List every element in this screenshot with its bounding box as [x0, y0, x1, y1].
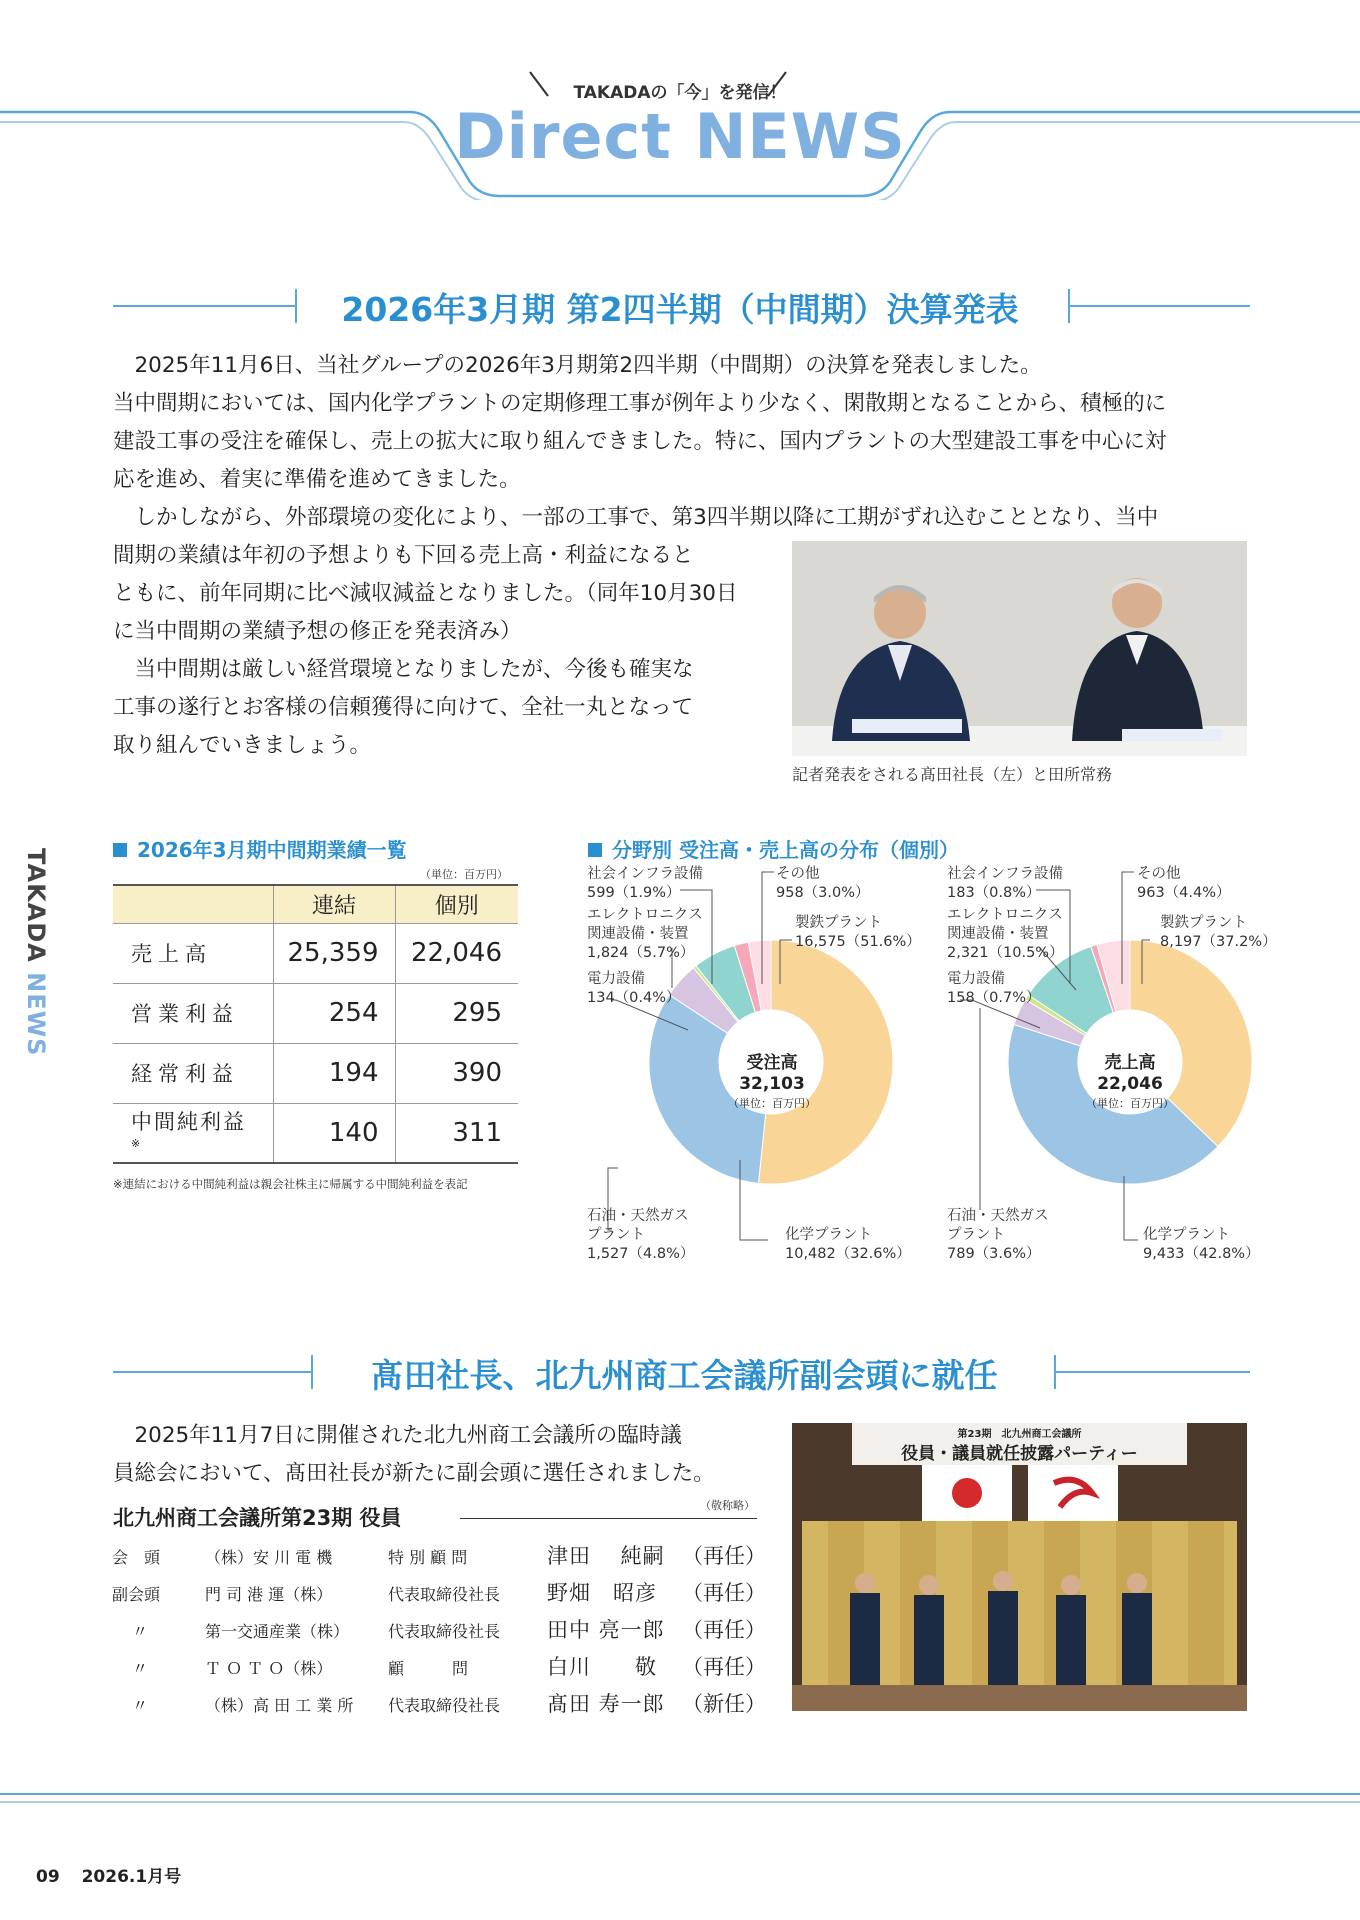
officer-name: 野畑 昭彦 [547, 1581, 657, 1605]
center-value: 22,046 [1097, 1074, 1163, 1094]
officer-company: （株）安 川 電 機 [205, 1548, 333, 1567]
body-line: に当中間期の業績予想の修正を発表済み） [113, 619, 522, 644]
officers-heading-rule [460, 1518, 757, 1519]
body-line: 建設工事の受注を確保し、売上の拡大に取り組んできました。特に、国内プラントの大型建設工事を中心に対 [113, 429, 1167, 454]
leader-line [1124, 1176, 1138, 1240]
chart2-label-infra [947, 865, 1063, 903]
masthead-kicker: TAKADAの「今」を発信！ [573, 83, 787, 103]
label-name: 製鉄プラント [795, 915, 882, 931]
officer-name: 田中 亮一郎 [547, 1618, 665, 1642]
officer-title: 特 別 顧 問 [388, 1548, 468, 1567]
chart1-label-infra [587, 865, 703, 903]
label-value: 963（4.4%） [1137, 885, 1231, 901]
center-label: 売上高 [1104, 1053, 1156, 1073]
officer-row [110, 1648, 766, 1684]
label-value: 8,197（37.2%） [1160, 934, 1277, 950]
page-number: 09 [36, 1867, 60, 1887]
label-value: 2,321（10.5%） [947, 945, 1064, 961]
results-table-heading-text: 2026年3月期中間期業績一覧 [137, 838, 407, 862]
body-line: 間期の業績は年初の予想よりも下回る売上高・利益になると [113, 543, 694, 568]
label-value: 158（0.7%） [947, 990, 1041, 1006]
cell-consolidated: 194 [273, 1043, 395, 1103]
chart2-label-oilgas [947, 1207, 1049, 1264]
table-header-consolidated: 連結 [273, 885, 395, 923]
officer-role: 〃 [132, 1622, 149, 1641]
officer-row [110, 1611, 766, 1647]
chart1-label-other [776, 865, 870, 903]
officer-role: 副会頭 [112, 1585, 161, 1604]
cell-consolidated: 254 [273, 983, 395, 1043]
label-name: 社会インフラ設備 [587, 866, 703, 882]
officer-company: Ｔ Ｏ Ｔ Ｏ（株） [205, 1659, 333, 1678]
row-label: 売上高 [113, 923, 273, 983]
officer-row [110, 1537, 766, 1573]
officer-title: 代表取締役社長 [388, 1622, 501, 1641]
label-name: 化学プラント [1143, 1227, 1230, 1243]
label-value: 10,482（32.6%） [785, 1246, 911, 1262]
label-name: エレクトロニクス 関連設備・装置 [587, 907, 703, 942]
label-name: エレクトロニクス 関連設備・装置 [947, 907, 1063, 942]
officer-role: 〃 [132, 1659, 149, 1678]
label-value: 789（3.6%） [947, 1246, 1041, 1262]
label-name: その他 [776, 866, 820, 882]
center-label: 受注高 [746, 1053, 798, 1073]
label-value: 9,433（42.8%） [1143, 1246, 1260, 1262]
officer-title: 代表取締役社長 [388, 1585, 501, 1604]
officers-heading: 北九州商工会議所第23期 役員 [113, 1506, 402, 1530]
label-value: 1,824（5.7%） [587, 945, 695, 961]
issue-label: 2026.1月号 [81, 1867, 182, 1887]
body-line: 当中間期においては、国内化学プラントの定期修理工事が例年より少なく、閑散期となることから、積極的に [113, 391, 1167, 416]
body-line: 2025年11月7日に開催された北九州商工会議所の臨時議 [113, 1423, 682, 1448]
center-value: 32,103 [739, 1074, 805, 1094]
officer-role: 〃 [132, 1696, 149, 1715]
footer-rule [0, 1792, 1360, 1806]
footnote-mark: ※ [131, 1136, 143, 1150]
chart2-label-chemical [1143, 1226, 1260, 1264]
officer-company: （株）高 田 工 業 所 [205, 1696, 354, 1715]
side-label-news: NEWS [22, 972, 50, 1057]
label-value: 599（1.9%） [587, 885, 681, 901]
cell-consolidated: 140 [273, 1103, 395, 1163]
footer [36, 1862, 181, 1887]
photo-banner-small: 第23期 北九州商工会議所 [957, 1429, 1082, 1440]
section-rule-left [113, 1371, 311, 1373]
section-rule-tick [311, 1355, 313, 1389]
masthead-brand: Direct NEWS [454, 100, 906, 173]
row-label: 中間純利益 [131, 1109, 246, 1134]
cell-consolidated: 25,359 [273, 923, 395, 983]
chart1-label-power [587, 970, 681, 1008]
photo-caption: 記者発表をされる髙田社長（左）と田所常務 [792, 765, 1113, 784]
officer-company: 門 司 港 運（株） [205, 1585, 333, 1604]
chart1-label-chemical [785, 1226, 911, 1264]
chart2-label-electronics [947, 906, 1064, 963]
cell-individual: 295 [395, 983, 518, 1043]
label-value: 958（3.0%） [776, 885, 870, 901]
label-name: 電力設備 [587, 971, 645, 987]
label-name: その他 [1137, 866, 1181, 882]
officer-name: 髙田 寿一郎 [547, 1692, 665, 1716]
results-table-unit: （単位：百万円） [420, 868, 508, 881]
officer-company: 第一交通産業（株） [205, 1622, 350, 1641]
photo-banner-main: 役員・議員就任披露パーティー [901, 1444, 1138, 1464]
officer-row [110, 1574, 766, 1610]
label-name: 石油・天然ガス プラント [947, 1208, 1049, 1243]
chart1-center [712, 1053, 832, 1111]
article2-body [113, 1417, 783, 1493]
body-line: 当中間期は厳しい経営環境となりましたが、今後も確実な [113, 657, 694, 682]
center-unit: （単位：百万円） [1086, 1097, 1174, 1110]
chart2-label-power [947, 970, 1041, 1008]
chart2-label-steel [1160, 914, 1277, 952]
honorific-note: （敬称略） [700, 1499, 755, 1512]
body-line: しかしながら、外部環境の変化により、一部の工事で、第3四半期以降に工期がずれ込むこととなり、当中 [113, 505, 1159, 530]
row-label: 営業利益 [113, 983, 273, 1043]
officer-status: （再任） [682, 1618, 766, 1642]
row-label: 経常利益 [113, 1043, 273, 1103]
label-value: 134（0.4%） [587, 990, 681, 1006]
chart1-label-steel [795, 914, 921, 952]
section-rule-right [1056, 1371, 1250, 1373]
officer-row [110, 1685, 766, 1721]
officer-status: （再任） [682, 1581, 766, 1605]
cell-individual: 22,046 [395, 923, 518, 983]
officer-name: 白川 敬 [547, 1655, 657, 1679]
chart1-label-oilgas [587, 1207, 694, 1264]
label-value: 16,575（51.6%） [795, 934, 921, 950]
center-unit: （単位：百万円） [728, 1097, 816, 1110]
body-line: 員総会において、髙田社長が新たに副会頭に選任されました。 [113, 1461, 715, 1486]
body-line: 工事の遂行とお客様の信頼獲得に向けて、全社一丸となって [113, 695, 694, 720]
officer-status: （新任） [682, 1692, 766, 1716]
side-label-takada: TAKADA [22, 848, 50, 963]
officer-status: （再任） [682, 1544, 766, 1568]
body-line: ともに、前年同期に比べ減収減益となりました。（同年10月30日 [113, 581, 738, 606]
officer-status: （再任） [682, 1655, 766, 1679]
party-photo [792, 1423, 1247, 1711]
officer-title: 代表取締役社長 [388, 1696, 501, 1715]
label-name: 化学プラント [785, 1227, 872, 1243]
chart2-label-other [1137, 865, 1231, 903]
article2-title: 髙田社長、北九州商工会議所副会頭に就任 [370, 1356, 998, 1395]
officer-role: 会 頭 [112, 1548, 161, 1567]
label-value: 1,527（4.8%） [587, 1246, 695, 1262]
officer-title: 顧 問 [388, 1659, 469, 1678]
body-line: 2025年11月6日、当社グループの2026年3月期第2四半期（中間期）の決算を発表しました。 [113, 353, 1042, 378]
article1-title: 2026年3月期 第2四半期（中間期）決算発表 [341, 290, 1019, 329]
chart-heading-text: 分野別 受注高・売上高の分布（個別） [612, 838, 959, 862]
body-line: 取り組んでいきましょう。 [113, 733, 372, 758]
cell-individual: 311 [395, 1103, 518, 1163]
label-name: 社会インフラ設備 [947, 866, 1063, 882]
body-line: 応を進め、着実に準備を進めてきました。 [113, 467, 521, 492]
table-header-individual: 個別 [395, 885, 518, 923]
label-value: 183（0.8%） [947, 885, 1041, 901]
label-name: 石油・天然ガス プラント [587, 1208, 689, 1243]
cell-individual: 390 [395, 1043, 518, 1103]
results-table-note: ※連結における中間純利益は親会社株主に帰属する中間純利益を表記 [113, 1177, 468, 1191]
label-name: 電力設備 [947, 971, 1005, 987]
officer-name: 津田 純嗣 [547, 1544, 665, 1568]
label-name: 製鉄プラント [1160, 915, 1247, 931]
chart2-center [1070, 1053, 1190, 1111]
chart1-label-electronics [587, 906, 703, 963]
